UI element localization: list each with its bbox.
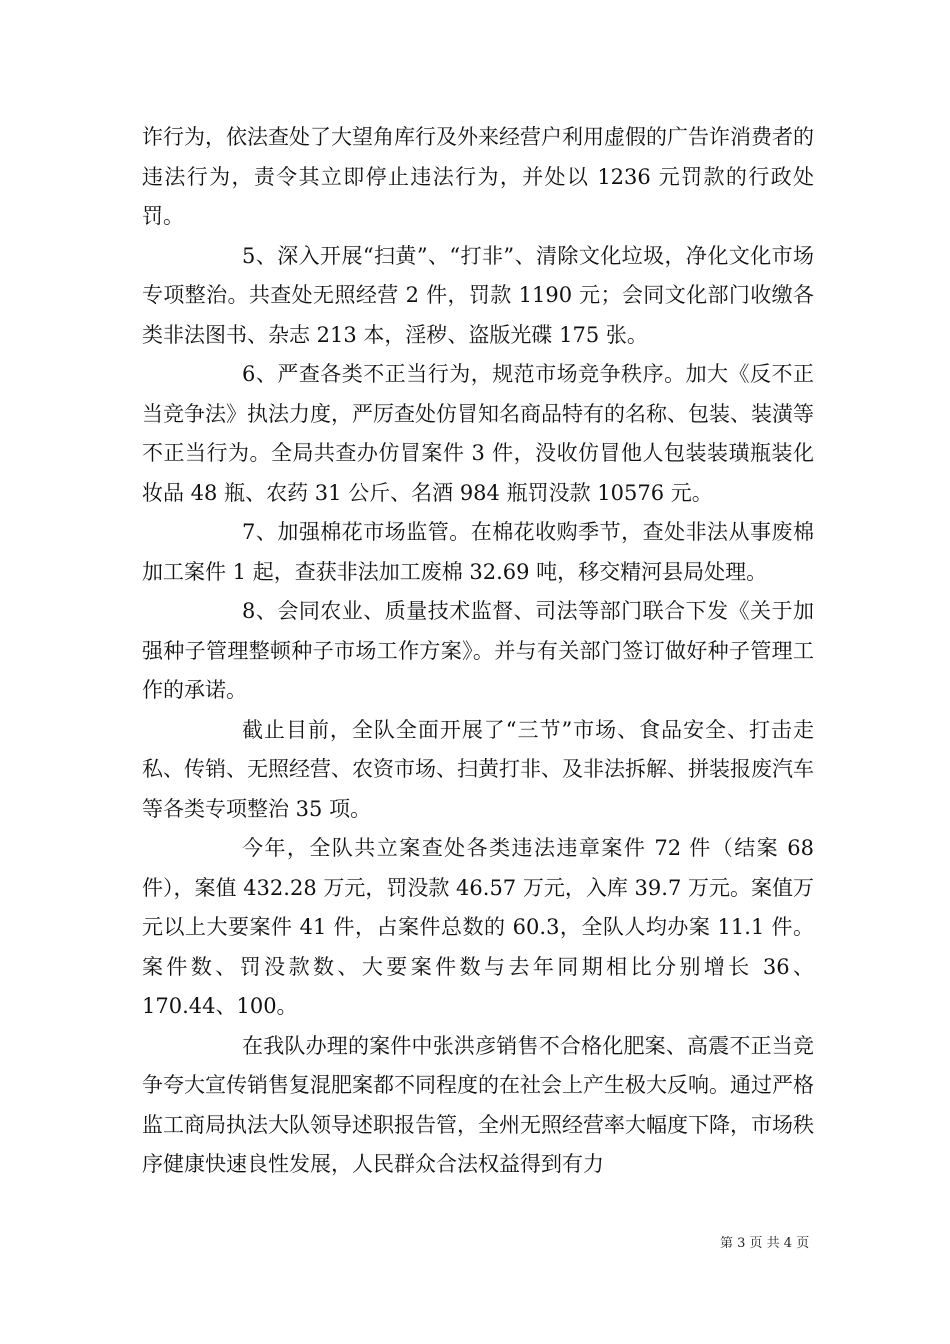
page-number-footer: 第 3 页 共 4 页 [720, 1236, 810, 1251]
paragraph-annual-stats: 今年，全队共立案查处各类违法违章案件 72 件（结案 68 件），案值 432.28 万元，罚没款 46.57 万元，入库 39.7 万元。案值万元以上大要案件 41 件，占案件总数的 60.3，全队人均办案 11.1 件。案件数、罚没款数、大要案件数与去年同期相比分别增长 36、170.44、100。 [142, 836, 814, 1018]
paragraph-cases: 在我队办理的案件中张洪彦销售不合格化肥案、高震不正当竞争夸大宣传销售复混肥案都不同程度的在社会上产生极大反响。通过严格监工商局执法大队领导述职报告管，全州无照经营率大幅度下降，市场秩序健康快速良性发展，人民群众合法权益得到有力 [142, 1033, 814, 1176]
paragraph-item-6: 6、严查各类不正当行为，规范市场竞争秩序。加大《反不正当竞争法》执法力度，严厉查处仿冒知名商品特有的名称、包装、装潢等不正当行为。全局共查办仿冒案件 3 件，没收仿冒他人包装装璜瓶装化妆品 48 瓶、农药 31 公斤、名酒 984 瓶罚没款 10576 元。 [142, 362, 814, 505]
paragraph-item-8: 8、会同农业、质量技术监督、司法等部门联合下发《关于加强种子管理整顿种子市场工作方案》。并与有关部门签订做好种子管理工作的承诺。 [142, 599, 814, 702]
document-body [142, 118, 814, 1185]
paragraph-continuation: 诈行为，依法查处了大望角库行及外来经营户利用虚假的广告诈消费者的违法行为，责令其立即停止违法行为，并处以 1236 元罚款的行政处罚。 [142, 125, 814, 228]
paragraph-item-5: 5、深入开展“扫黄”、“打非”、清除文化垃圾，净化文化市场专项整治。共查处无照经营 2 件，罚款 1190 元；会同文化部门收缴各类非法图书、杂志 213 本，淫秽、盗版光碟 175 张。 [142, 243, 814, 347]
paragraph-summary: 截止目前，全队全面开展了“三节”市场、食品安全、打击走私、传销、无照经营、农资市场、扫黄打非、及非法拆解、拼装报废汽车等各类专项整治 35 项。 [142, 717, 814, 821]
paragraph-item-7: 7、加强棉花市场监管。在棉花收购季节，查处非法从事废棉加工案件 1 起，查获非法加工废棉 32.69 吨，移交精河县局处理。 [142, 520, 814, 584]
